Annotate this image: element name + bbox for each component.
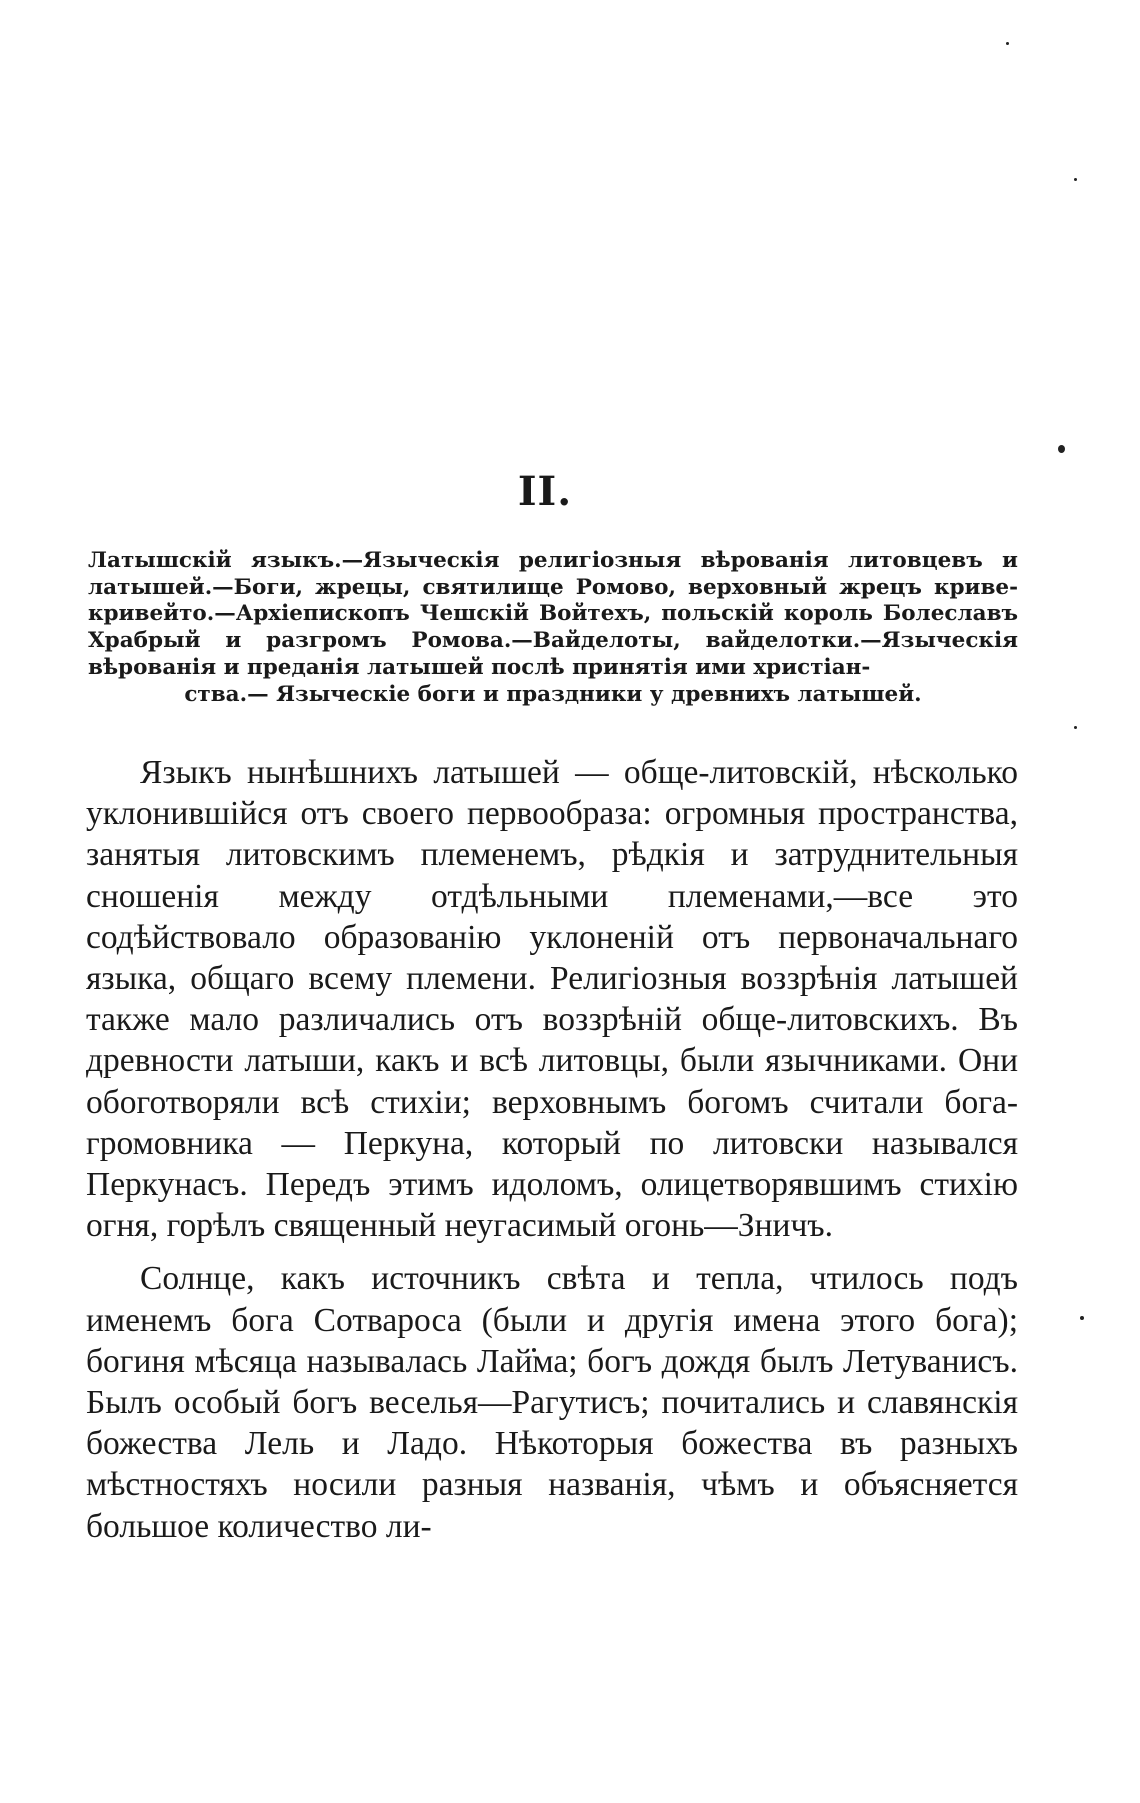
paragraph: Солнце, какъ источникъ свѣта и тепла, чтилось подъ именемъ бога Сотвароса (были и другія имена этого бога); богиня мѣсяца называлась Лайма; богъ дождя былъ Летуванисъ. Былъ особый богъ веселья—Рагутисъ; почитались и славянскія божества Лель и Ладо. Нѣкоторыя божества въ разныхъ мѣстностяхъ носили разныя названія, чѣмъ и объясняется большое количество ли- <box>86 1260 1018 1545</box>
chapter-summary <box>88 548 1018 708</box>
scan-speck <box>1006 42 1009 45</box>
scan-speck <box>1074 178 1077 181</box>
scan-speck <box>1074 726 1077 729</box>
scan-speck <box>1058 445 1065 453</box>
chapter-summary-last-line: ства.— Языческіе боги и праздники у древнихъ латышей. <box>184 681 922 707</box>
paragraph: Языкъ нынѣшнихъ латышей — обще-литовскій, нѣсколько уклонившійся отъ своего первообраза: огромныя пространства, занятыя литовскимъ племенемъ, рѣдкія и затруднительныя сношенія между отдѣльными племенами,—все это содѣйствовало образованію уклоненій отъ первоначальнаго языка, общаго всему племени. Религіозныя воззрѣнія латышей также мало различались отъ воззрѣній обще-литовскихъ. Въ древности латыши, какъ и всѣ литовцы, были язычниками. Они обоготворяли всѣ стихіи; верховнымъ богомъ считали бога-громовника — Перкуна, который по литовски назывался Перкунасъ. Передъ этимъ идоломъ, олицетворявшимъ стихію огня, горѣлъ священный неугасимый огонь—Зничъ. <box>86 754 1018 1245</box>
chapter-summary-text: Латышскій языкъ.—Языческія религіозныя вѣрованія литовцевъ и латышей.—Боги, жрецы, святилище Ромово, верховный жрецъ криве-кривейто.—Архіепископъ Чешскій Войтехъ, польскій король Болеславъ Храбрый и разгромъ Ромова.—Вайделоты, вайделотки.—Языческія вѣрованія и преданія латышей послѣ принятія ими христіан- <box>88 548 1018 680</box>
chapter-number: II. <box>517 468 573 515</box>
scan-speck <box>1080 1316 1084 1320</box>
body-text <box>86 752 1018 1547</box>
